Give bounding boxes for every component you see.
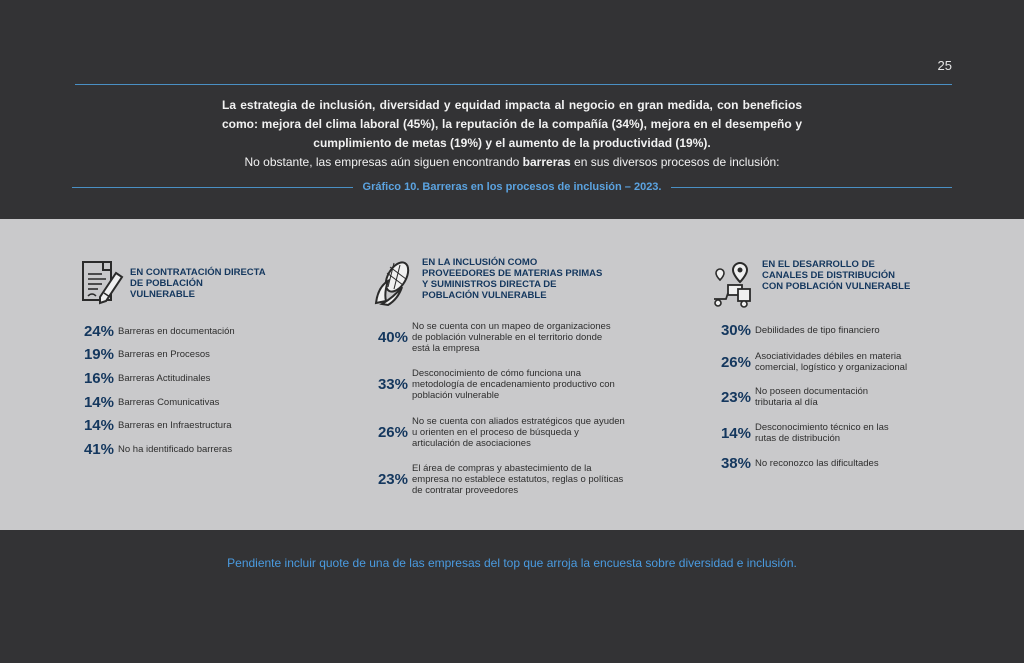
list-item bbox=[713, 455, 879, 472]
item-label: Barreras Actitudinales bbox=[118, 373, 211, 384]
item-label: Asociatividades débiles en materia comercial, logístico y organizacional bbox=[755, 351, 908, 373]
intro-line-before: No obstante, las empresas aún siguen encontrando bbox=[244, 155, 523, 169]
list-item bbox=[713, 322, 880, 339]
item-label: Barreras Comunicativas bbox=[118, 397, 220, 408]
percent-value: 23% bbox=[377, 471, 408, 488]
list-item bbox=[78, 370, 210, 387]
item-label: Desconocimiento técnico en las rutas de distribución bbox=[755, 422, 889, 444]
column-1-header bbox=[80, 259, 270, 309]
footer-quote: Pendiente incluir quote de una de las empresas del top que arroja la encuesta sobre diversidad e inclusión. bbox=[227, 556, 797, 570]
barriers-panel bbox=[0, 219, 1024, 530]
item-label: No reconozco las dificultades bbox=[755, 458, 879, 469]
chart-caption-row bbox=[72, 177, 952, 197]
list-item bbox=[368, 368, 622, 401]
chart-caption: Gráfico 10. Barreras en los procesos de inclusión – 2023. bbox=[362, 181, 662, 193]
item-label: Debilidades de tipo financiero bbox=[755, 325, 880, 336]
column-2-title: EN LA INCLUSIÓN COMO PROVEEDORES DE MATERIAS PRIMAS Y SUMINISTROS DIRECTA DE POBLACIÓN VULNERABLE bbox=[422, 257, 603, 301]
percent-value: 26% bbox=[720, 353, 751, 371]
list-item bbox=[713, 351, 945, 373]
page-number: 25 bbox=[937, 58, 952, 73]
list-item bbox=[368, 321, 622, 354]
intro-line-bold: barreras bbox=[522, 155, 571, 169]
list-item bbox=[368, 463, 626, 496]
percent-value: 19% bbox=[83, 346, 114, 363]
percent-value: 26% bbox=[377, 424, 408, 441]
percent-value: 33% bbox=[377, 376, 408, 393]
item-label: No ha identificado barreras bbox=[118, 444, 233, 455]
percent-value: 14% bbox=[83, 394, 114, 411]
list-item bbox=[78, 441, 232, 458]
caption-right-rule bbox=[671, 187, 952, 188]
list-item bbox=[78, 346, 210, 363]
percent-value: 24% bbox=[83, 323, 114, 340]
item-label: Desconocimiento de cómo funciona una metodología de encadenamiento productivo con población vulnerable bbox=[412, 368, 615, 401]
percent-value: 23% bbox=[720, 388, 751, 406]
item-label: No poseen documentación tributaria al día bbox=[755, 386, 869, 408]
item-label: El área de compras y abastecimiento de la empresa no establece estatutos, reglas o políticas de contratar proveedores bbox=[412, 463, 624, 496]
document-pen-icon bbox=[80, 259, 124, 309]
item-label: No se cuenta con un mapeo de organizaciones de población vulnerable en el territorio donde está la empresa bbox=[412, 321, 611, 354]
intro-line-after: en sus diversos procesos de inclusión: bbox=[570, 155, 780, 169]
column-3-title: EN EL DESARROLLO DE CANALES DE DISTRIBUCIÓN CON POBLACIÓN VULNERABLE bbox=[762, 259, 911, 292]
intro-bold-paragraph: La estrategia de inclusión, diversidad y equidad impacta al negocio en gran medida, con beneficios como: mejora del clima laboral (45%), la reputación de la compañía (34%), mejora en el desempeño y cumplimiento de metas (19%) y el aumento de la productividad (19%). bbox=[222, 98, 802, 150]
list-item bbox=[713, 386, 895, 408]
delivery-icon bbox=[712, 259, 756, 309]
item-label: No se cuenta con aliados estratégicos que ayuden u orienten en el proceso de búsqueda y articulación de asociaciones bbox=[412, 416, 625, 449]
corn-icon bbox=[372, 257, 416, 307]
column-1-title: EN CONTRATACIÓN DIRECTA DE POBLACIÓN VULNERABLE bbox=[130, 267, 266, 300]
percent-value: 41% bbox=[83, 441, 114, 458]
intro-text bbox=[222, 96, 802, 172]
percent-value: 14% bbox=[83, 417, 114, 434]
list-item bbox=[78, 323, 235, 340]
percent-value: 40% bbox=[377, 329, 408, 346]
percent-value: 14% bbox=[720, 424, 751, 442]
intro-barriers-line bbox=[222, 153, 802, 172]
percent-value: 16% bbox=[83, 370, 114, 387]
item-label: Barreras en Infraestructura bbox=[118, 420, 232, 431]
list-item bbox=[78, 394, 219, 411]
column-2-header bbox=[372, 257, 608, 307]
percent-value: 38% bbox=[720, 455, 751, 472]
top-divider bbox=[75, 84, 952, 85]
percent-value: 30% bbox=[720, 322, 751, 339]
list-item bbox=[78, 417, 232, 434]
caption-left-rule bbox=[72, 187, 353, 188]
list-item bbox=[713, 422, 905, 444]
column-3-header bbox=[712, 259, 912, 309]
list-item bbox=[368, 416, 626, 449]
item-label: Barreras en Procesos bbox=[118, 349, 210, 360]
item-label: Barreras en documentación bbox=[118, 326, 235, 337]
